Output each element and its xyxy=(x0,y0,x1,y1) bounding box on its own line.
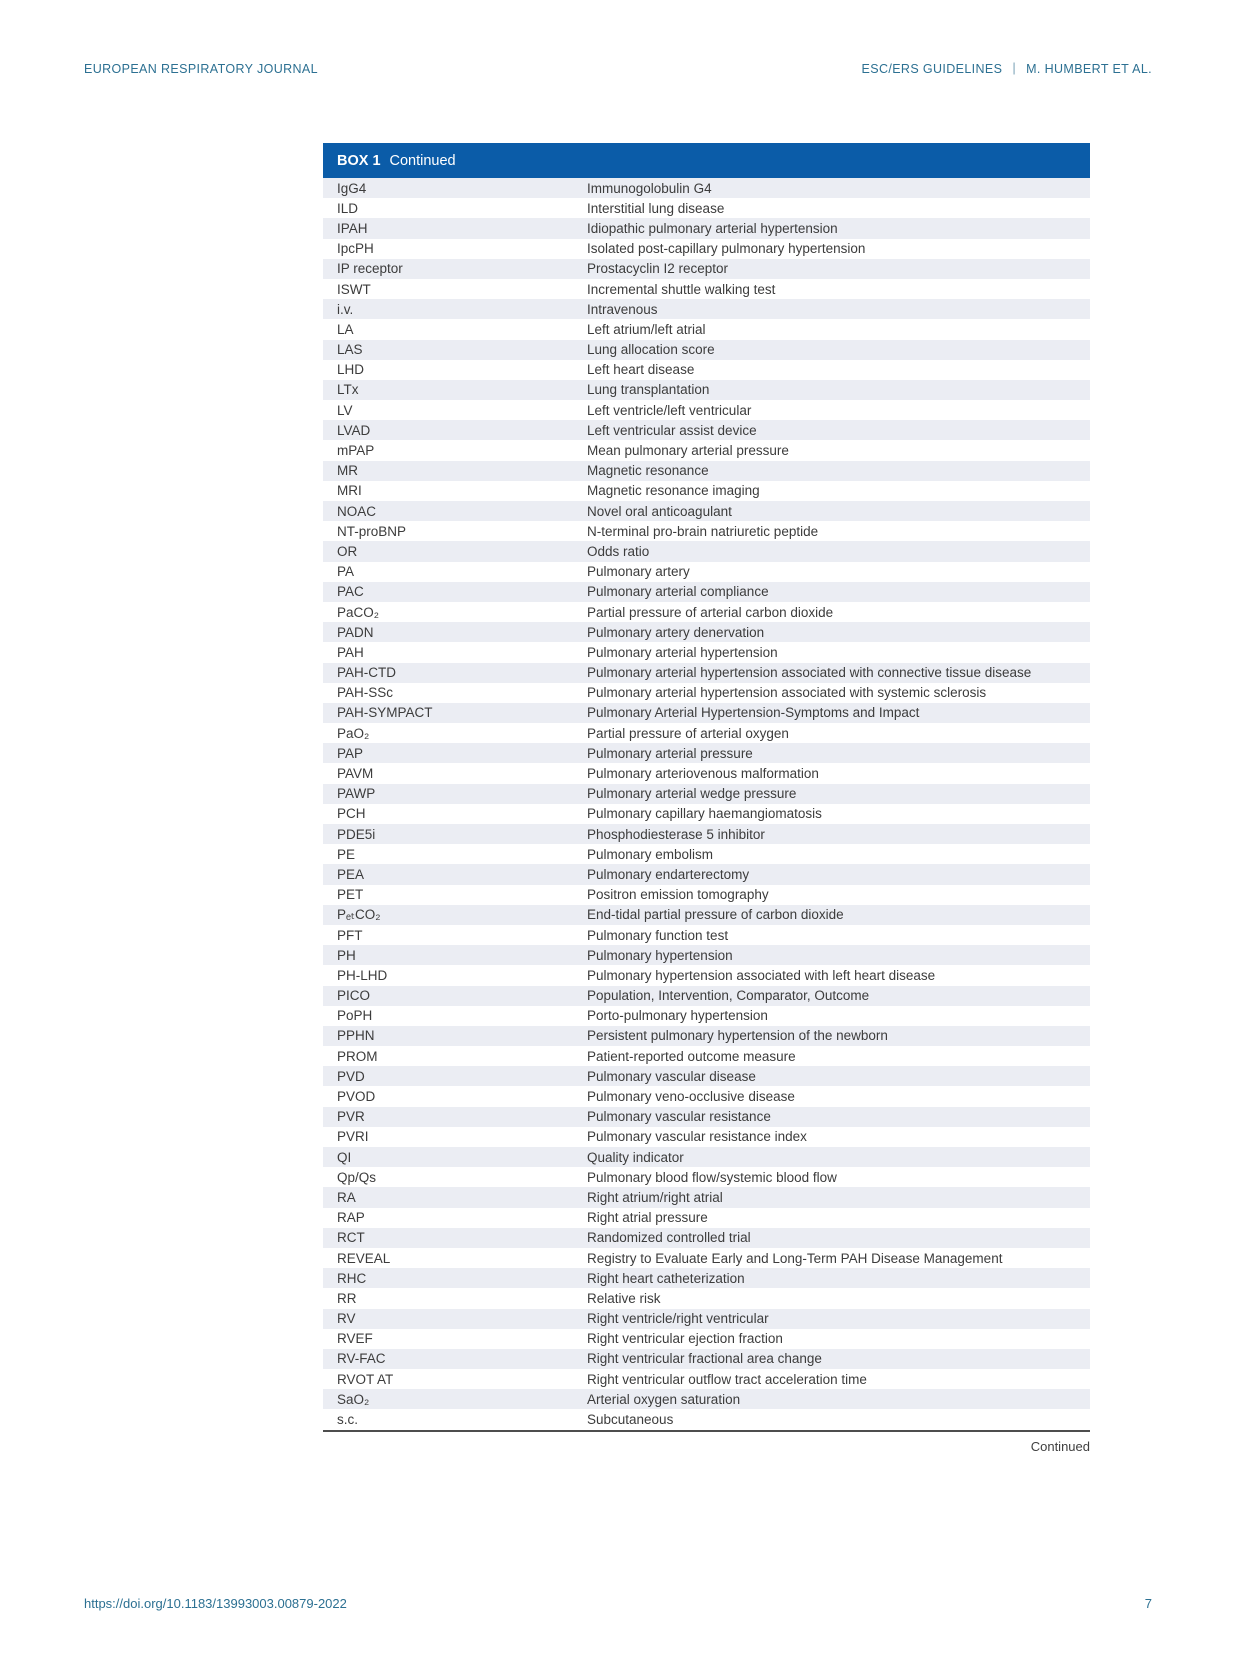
abbreviation-term: s.c. xyxy=(337,1412,359,1428)
abbreviation-term: IP receptor xyxy=(337,261,403,277)
table-row xyxy=(323,743,1090,763)
abbreviation-term: NOAC xyxy=(337,503,377,519)
table-row xyxy=(323,1349,1090,1369)
table-row xyxy=(323,461,1090,481)
table-row xyxy=(323,239,1090,259)
abbreviation-term: PA xyxy=(337,564,355,580)
abbreviation-term: PAWP xyxy=(337,786,376,802)
abbreviation-definition: Partial pressure of arterial oxygen xyxy=(587,725,789,741)
abbreviation-term: LVAD xyxy=(337,422,371,438)
abbreviation-definition: Mean pulmonary arterial pressure xyxy=(587,443,789,459)
abbreviation-definition: Pulmonary arterial hypertension xyxy=(587,644,778,660)
abbreviation-definition: Pulmonary Arterial Hypertension-Symptoms and Impact xyxy=(587,705,920,721)
table-row xyxy=(323,340,1090,360)
abbreviation-term: PaO₂ xyxy=(337,725,370,741)
abbreviation-term: PaCO₂ xyxy=(337,604,380,620)
table-row xyxy=(323,1187,1090,1207)
abbreviation-table-body xyxy=(323,178,1090,1432)
abbreviation-term: RVOT AT xyxy=(337,1371,394,1387)
abbreviation-definition: Lung allocation score xyxy=(587,342,715,358)
box-label: BOX 1 xyxy=(337,152,381,169)
abbreviation-definition: Subcutaneous xyxy=(587,1412,674,1428)
abbreviation-definition: Patient-reported outcome measure xyxy=(587,1048,796,1064)
abbreviation-definition: Partial pressure of arterial carbon dioxide xyxy=(587,604,834,620)
abbreviation-term: PVD xyxy=(337,1068,365,1084)
page-header xyxy=(84,61,1152,76)
abbreviation-definition: Registry to Evaluate Early and Long-Term PAH Disease Management xyxy=(587,1250,1003,1266)
table-row xyxy=(323,663,1090,683)
table-row xyxy=(323,1006,1090,1026)
abbreviation-term: REVEAL xyxy=(337,1250,391,1266)
abbreviation-definition: Pulmonary arterial compliance xyxy=(587,584,769,600)
table-row xyxy=(323,885,1090,905)
table-row xyxy=(323,1389,1090,1409)
table-row xyxy=(323,1228,1090,1248)
abbreviation-term: PVRI xyxy=(337,1129,369,1145)
abbreviation-definition: Right atrial pressure xyxy=(587,1210,708,1226)
table-row xyxy=(323,521,1090,541)
abbreviation-definition: Positron emission tomography xyxy=(587,887,769,903)
table-row xyxy=(323,440,1090,460)
table-row xyxy=(323,1127,1090,1147)
table-row xyxy=(323,905,1090,925)
abbreviation-term: PH xyxy=(337,947,356,963)
abbreviation-definition: End-tidal partial pressure of carbon dioxide xyxy=(587,907,844,923)
abbreviation-definition: Pulmonary vascular resistance index xyxy=(587,1129,807,1145)
table-row xyxy=(323,683,1090,703)
abbreviation-term: PoPH xyxy=(337,1008,373,1024)
abbreviation-definition: Left atrium/left atrial xyxy=(587,321,706,337)
abbreviation-definition: Pulmonary arterial wedge pressure xyxy=(587,786,797,802)
table-row xyxy=(323,864,1090,884)
abbreviation-definition: Isolated post-capillary pulmonary hypertension xyxy=(587,241,866,257)
abbreviation-definition: Pulmonary hypertension xyxy=(587,947,733,963)
page-footer xyxy=(84,1596,1152,1611)
abbreviation-definition: Relative risk xyxy=(587,1290,661,1306)
abbreviation-term: PICO xyxy=(337,988,371,1004)
abbreviation-definition: Pulmonary endarterectomy xyxy=(587,866,750,882)
table-row xyxy=(323,1167,1090,1187)
abbreviation-definition: Pulmonary capillary haemangiomatosis xyxy=(587,806,822,822)
table-row xyxy=(323,1046,1090,1066)
table-row xyxy=(323,723,1090,743)
table-row xyxy=(323,844,1090,864)
abbreviation-definition: Intravenous xyxy=(587,301,658,317)
table-row xyxy=(323,178,1090,198)
abbreviation-term: RV xyxy=(337,1311,356,1327)
table-row xyxy=(323,1248,1090,1268)
abbreviation-definition: Quality indicator xyxy=(587,1149,684,1165)
abbreviation-definition: Interstitial lung disease xyxy=(587,200,725,216)
table-row xyxy=(323,1268,1090,1288)
abbreviation-term: PVOD xyxy=(337,1089,376,1105)
table-row xyxy=(323,1309,1090,1329)
table-row xyxy=(323,642,1090,662)
abbreviation-definition: Pulmonary artery xyxy=(587,564,690,580)
table-row xyxy=(323,965,1090,985)
abbreviation-term: LAS xyxy=(337,342,363,358)
abbreviation-term: IgG4 xyxy=(337,180,367,196)
abbreviation-term: PEA xyxy=(337,866,365,882)
table-row xyxy=(323,1329,1090,1349)
doi-link[interactable]: https://doi.org/10.1183/13993003.00879-2022 xyxy=(84,1596,347,1611)
table-row xyxy=(323,622,1090,642)
abbreviation-definition: Pulmonary embolism xyxy=(587,846,714,862)
abbreviation-term: LHD xyxy=(337,362,365,378)
abbreviation-definition: Pulmonary artery denervation xyxy=(587,624,765,640)
table-row xyxy=(323,1409,1090,1429)
abbreviation-definition: Right heart catheterization xyxy=(587,1270,745,1286)
table-row xyxy=(323,986,1090,1006)
abbreviation-term: OR xyxy=(337,543,358,559)
table-row xyxy=(323,602,1090,622)
abbreviation-term: QI xyxy=(337,1149,352,1165)
abbreviation-definition: Pulmonary vascular resistance xyxy=(587,1109,771,1125)
abbreviation-definition: N-terminal pro-brain natriuretic peptide xyxy=(587,523,819,539)
abbreviation-term: PET xyxy=(337,887,364,903)
table-row xyxy=(323,279,1090,299)
table-row xyxy=(323,501,1090,521)
table-row xyxy=(323,582,1090,602)
abbreviation-term: i.v. xyxy=(337,301,354,317)
table-row xyxy=(323,1107,1090,1127)
table-row xyxy=(323,824,1090,844)
abbreviation-definition: Pulmonary arteriovenous malformation xyxy=(587,766,819,782)
abbreviation-term: MR xyxy=(337,463,358,479)
abbreviation-definition: Magnetic resonance xyxy=(587,463,709,479)
table-row xyxy=(323,299,1090,319)
abbreviations-box xyxy=(323,143,1090,1454)
table-row xyxy=(323,1066,1090,1086)
abbreviation-term: RHC xyxy=(337,1270,367,1286)
abbreviation-definition: Persistent pulmonary hypertension of the newborn xyxy=(587,1028,888,1044)
table-row xyxy=(323,703,1090,723)
table-row xyxy=(323,541,1090,561)
table-row xyxy=(323,380,1090,400)
abbreviation-definition: Population, Intervention, Comparator, Outcome xyxy=(587,988,870,1004)
abbreviation-definition: Left ventricle/left ventricular xyxy=(587,402,752,418)
abbreviation-term: ILD xyxy=(337,200,359,216)
abbreviation-definition: Randomized controlled trial xyxy=(587,1230,751,1246)
table-row xyxy=(323,1026,1090,1046)
table-row xyxy=(323,1086,1090,1106)
continued-note: Continued xyxy=(1030,1438,1090,1454)
table-row xyxy=(323,925,1090,945)
table-row xyxy=(323,420,1090,440)
abbreviation-term: RAP xyxy=(337,1210,365,1226)
abbreviation-definition: Prostacyclin I2 receptor xyxy=(587,261,729,277)
abbreviation-definition: Idiopathic pulmonary arterial hypertension xyxy=(587,220,838,236)
abbreviation-definition: Immunogolobulin G4 xyxy=(587,180,712,196)
abbreviation-term: RV-FAC xyxy=(337,1351,386,1367)
table-row xyxy=(323,1147,1090,1167)
abbreviation-term: PAP xyxy=(337,745,364,761)
abbreviation-definition: Arterial oxygen saturation xyxy=(587,1391,741,1407)
authors-label: M. HUMBERT ET AL. xyxy=(1026,62,1152,76)
abbreviation-term: LA xyxy=(337,321,354,337)
abbreviation-term: Qp/Qs xyxy=(337,1169,377,1185)
guidelines-label: ESC/ERS GUIDELINES xyxy=(861,62,1003,76)
abbreviation-term: PCH xyxy=(337,806,366,822)
table-row xyxy=(323,481,1090,501)
abbreviation-definition: Lung transplantation xyxy=(587,382,710,398)
table-row xyxy=(323,763,1090,783)
table-row xyxy=(323,218,1090,238)
abbreviation-definition: Right ventricular fractional area change xyxy=(587,1351,822,1367)
header-right xyxy=(862,61,1152,76)
abbreviation-definition: Pulmonary veno-occlusive disease xyxy=(587,1089,795,1105)
abbreviation-definition: Pulmonary vascular disease xyxy=(587,1068,756,1084)
table-row xyxy=(323,360,1090,380)
abbreviation-term: PFT xyxy=(337,927,363,943)
abbreviation-term: PAH-CTD xyxy=(337,665,396,681)
abbreviation-definition: Pulmonary hypertension associated with left heart disease xyxy=(587,967,936,983)
abbreviation-definition: Odds ratio xyxy=(587,543,650,559)
abbreviation-definition: Right ventricle/right ventricular xyxy=(587,1311,769,1327)
abbreviation-definition: Incremental shuttle walking test xyxy=(587,281,776,297)
abbreviation-definition: Phosphodiesterase 5 inhibitor xyxy=(587,826,765,842)
abbreviation-term: PAH xyxy=(337,644,364,660)
abbreviation-term: PROM xyxy=(337,1048,378,1064)
table-row xyxy=(323,1208,1090,1228)
table-row xyxy=(323,784,1090,804)
abbreviation-term: ISWT xyxy=(337,281,371,297)
abbreviation-definition: Right ventricular ejection fraction xyxy=(587,1331,783,1347)
page-number: 7 xyxy=(1144,1596,1152,1611)
abbreviation-definition: Pulmonary blood flow/systemic blood flow xyxy=(587,1169,837,1185)
abbreviation-definition: Right atrium/right atrial xyxy=(587,1189,723,1205)
abbreviation-definition: Pulmonary arterial hypertension associated with connective tissue disease xyxy=(587,665,1032,681)
header-separator: | xyxy=(1012,60,1017,75)
abbreviation-term: LTx xyxy=(337,382,359,398)
table-row xyxy=(323,319,1090,339)
abbreviation-definition: Pulmonary function test xyxy=(587,927,729,943)
abbreviation-term: mPAP xyxy=(337,443,375,459)
abbreviation-definition: Pulmonary arterial hypertension associated with systemic sclerosis xyxy=(587,685,987,701)
journal-title: EUROPEAN RESPIRATORY JOURNAL xyxy=(84,62,318,76)
table-row xyxy=(323,1288,1090,1308)
abbreviation-term: PH-LHD xyxy=(337,967,388,983)
abbreviation-definition: Novel oral anticoagulant xyxy=(587,503,732,519)
abbreviation-term: PADN xyxy=(337,624,374,640)
table-row xyxy=(323,804,1090,824)
abbreviation-term: PVR xyxy=(337,1109,365,1125)
abbreviation-term: PAH-SYMPACT xyxy=(337,705,433,721)
abbreviation-term: PAC xyxy=(337,584,364,600)
table-row xyxy=(323,945,1090,965)
abbreviation-definition: Left heart disease xyxy=(587,362,695,378)
abbreviation-term: SaO₂ xyxy=(337,1391,370,1407)
abbreviation-term: IpcPH xyxy=(337,241,374,257)
table-row xyxy=(323,562,1090,582)
abbreviation-term: PPHN xyxy=(337,1028,375,1044)
table-row xyxy=(323,1369,1090,1389)
abbreviation-term: PAH-SSc xyxy=(337,685,394,701)
table-row xyxy=(323,259,1090,279)
abbreviation-term: RR xyxy=(337,1290,357,1306)
box-header xyxy=(323,143,1090,178)
abbreviation-term: LV xyxy=(337,402,353,418)
abbreviation-term: PDE5i xyxy=(337,826,376,842)
abbreviation-term: RCT xyxy=(337,1230,365,1246)
abbreviation-term: PAVM xyxy=(337,766,374,782)
abbreviation-term: NT-proBNP xyxy=(337,523,407,539)
abbreviation-term: IPAH xyxy=(337,220,368,236)
abbreviation-term: PₑₜCO₂ xyxy=(337,906,381,922)
box-subtitle: Continued xyxy=(389,152,456,169)
abbreviation-term: PE xyxy=(337,846,356,862)
abbreviation-definition: Pulmonary arterial pressure xyxy=(587,745,753,761)
abbreviation-definition: Left ventricular assist device xyxy=(587,422,757,438)
abbreviation-definition: Porto-pulmonary hypertension xyxy=(587,1008,768,1024)
abbreviation-definition: Magnetic resonance imaging xyxy=(587,483,760,499)
table-row xyxy=(323,198,1090,218)
table-row xyxy=(323,400,1090,420)
abbreviation-term: MRI xyxy=(337,483,362,499)
abbreviation-term: RVEF xyxy=(337,1331,373,1347)
abbreviation-term: RA xyxy=(337,1189,356,1205)
abbreviation-definition: Right ventricular outflow tract acceleration time xyxy=(587,1371,867,1387)
